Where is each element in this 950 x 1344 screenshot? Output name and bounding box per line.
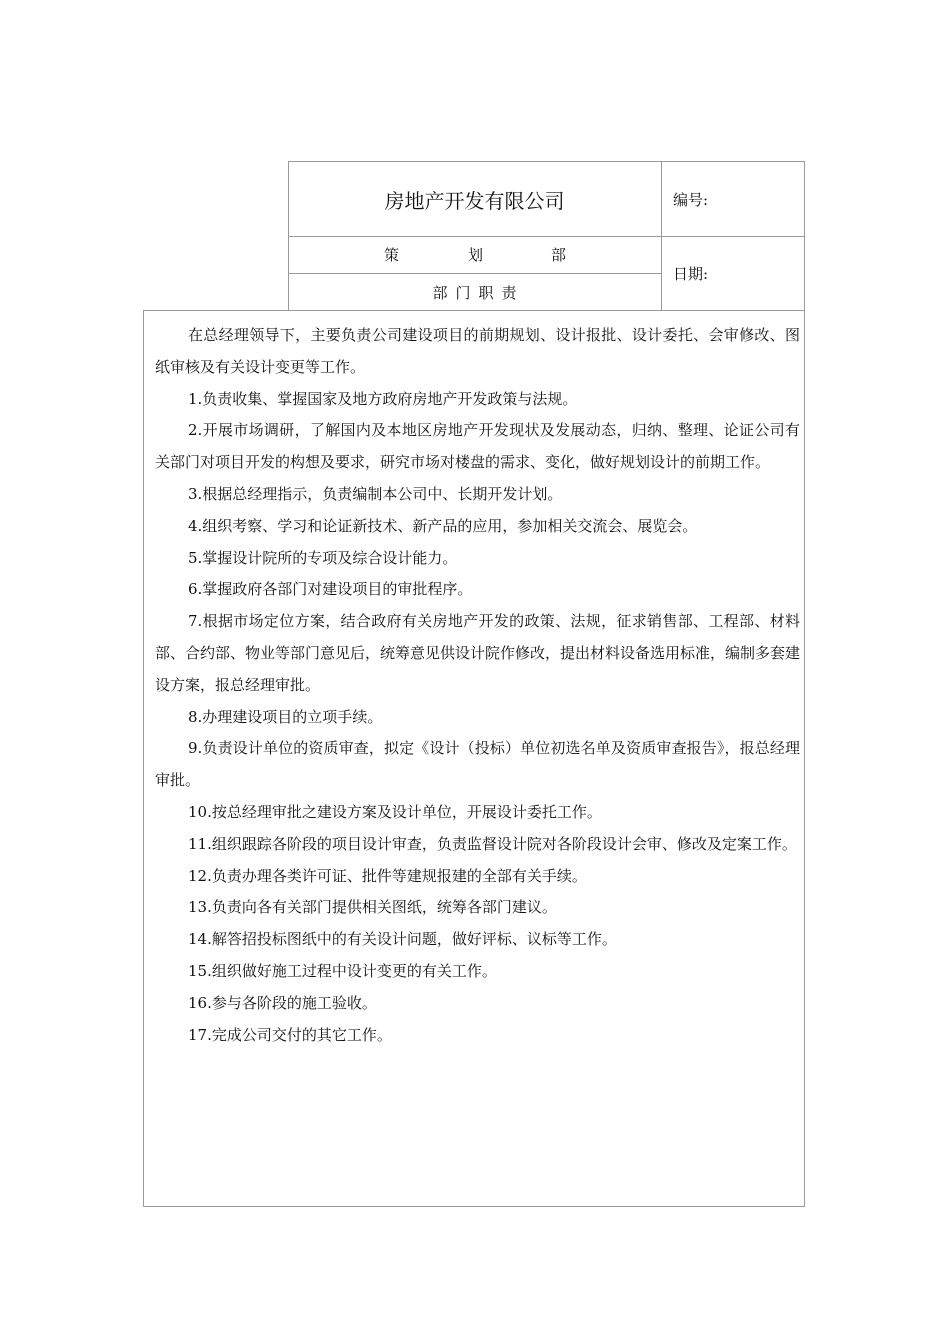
header-bottom-border	[143, 310, 805, 311]
header-column-divider	[661, 161, 662, 311]
list-item: 17.完成公司交付的其它工作。	[188, 1025, 392, 1044]
list-item: 12.负责办理各类许可证、批件等建规报建的全部有关手续。	[188, 866, 587, 885]
list-item: 8.办理建设项目的立项手续。	[188, 707, 383, 726]
number-label: 编号:	[673, 191, 709, 209]
list-item: 6.掌握政府各部门对建设项目的审批程序。	[188, 580, 473, 599]
list-item: 14.解答招投标图纸中的有关设计问题，做好评标、议标等工作。	[188, 930, 617, 949]
department-char: 划	[468, 246, 484, 264]
intro-paragraph: 在总经理领导下，主要负责公司建设项目的前期规划、设计报批、设计委托、会审修改、图纸审核及有关设计变更等工作。	[155, 326, 800, 376]
content-bottom-border	[143, 1206, 805, 1207]
list-item: 15.组织做好施工过程中设计变更的有关工作。	[188, 961, 497, 980]
department-char: 策	[384, 246, 400, 264]
department-name	[288, 237, 661, 273]
content-left-border	[143, 310, 144, 1207]
list-item: 5.掌握设计院所的专项及综合设计能力。	[188, 548, 458, 567]
list-item: 9.负责设计单位的资质审查，拟定《设计（投标）单位初选名单及资质审查报告》，报总经理审批。	[155, 739, 800, 790]
list-item: 16.参与各阶段的施工验收。	[188, 993, 377, 1012]
list-item: 1.负责收集、掌握国家及地方政府房地产开发政策与法规。	[188, 389, 578, 408]
department-char: 部	[551, 246, 567, 264]
list-item: 4.组织考察、学习和论证新技术、新产品的应用，参加相关交流会、展览会。	[188, 516, 698, 535]
company-name: 房地产开发有限公司	[384, 189, 565, 213]
list-item: 11.组织跟踪各阶段的项目设计审查，负责监督设计院对各阶段设计会审、修改及定案工作。	[188, 834, 797, 853]
date-label: 日期:	[673, 265, 709, 283]
role-title: 部门职责	[432, 283, 525, 302]
table-right-border	[804, 161, 805, 1207]
list-item: 3.根据总经理指示，负责编制本公司中、长期开发计划。	[188, 484, 563, 503]
list-item: 10.按总经理审批之建设方案及设计单位，开展设计委托工作。	[188, 802, 602, 821]
responsibilities-content	[155, 320, 800, 1051]
list-item: 7.根据市场定位方案，结合政府有关房地产开发的政策、法规，征求销售部、工程部、材料部、合约部、物业等部门意见后，统筹意见供设计院作修改，提出材料设备选用标准，编制多套建设方案，报总经理审批。	[155, 612, 801, 694]
list-item: 2.开展市场调研，了解国内及本地区房地产开发现状及发展动态，归纳、整理、论证公司有关部门对项目开发的构想及要求，研究市场对楼盘的需求、变化，做好规划设计的前期工作。	[155, 421, 800, 472]
list-item: 13.负责向各有关部门提供相关图纸，统筹各部门建议。	[188, 898, 557, 917]
